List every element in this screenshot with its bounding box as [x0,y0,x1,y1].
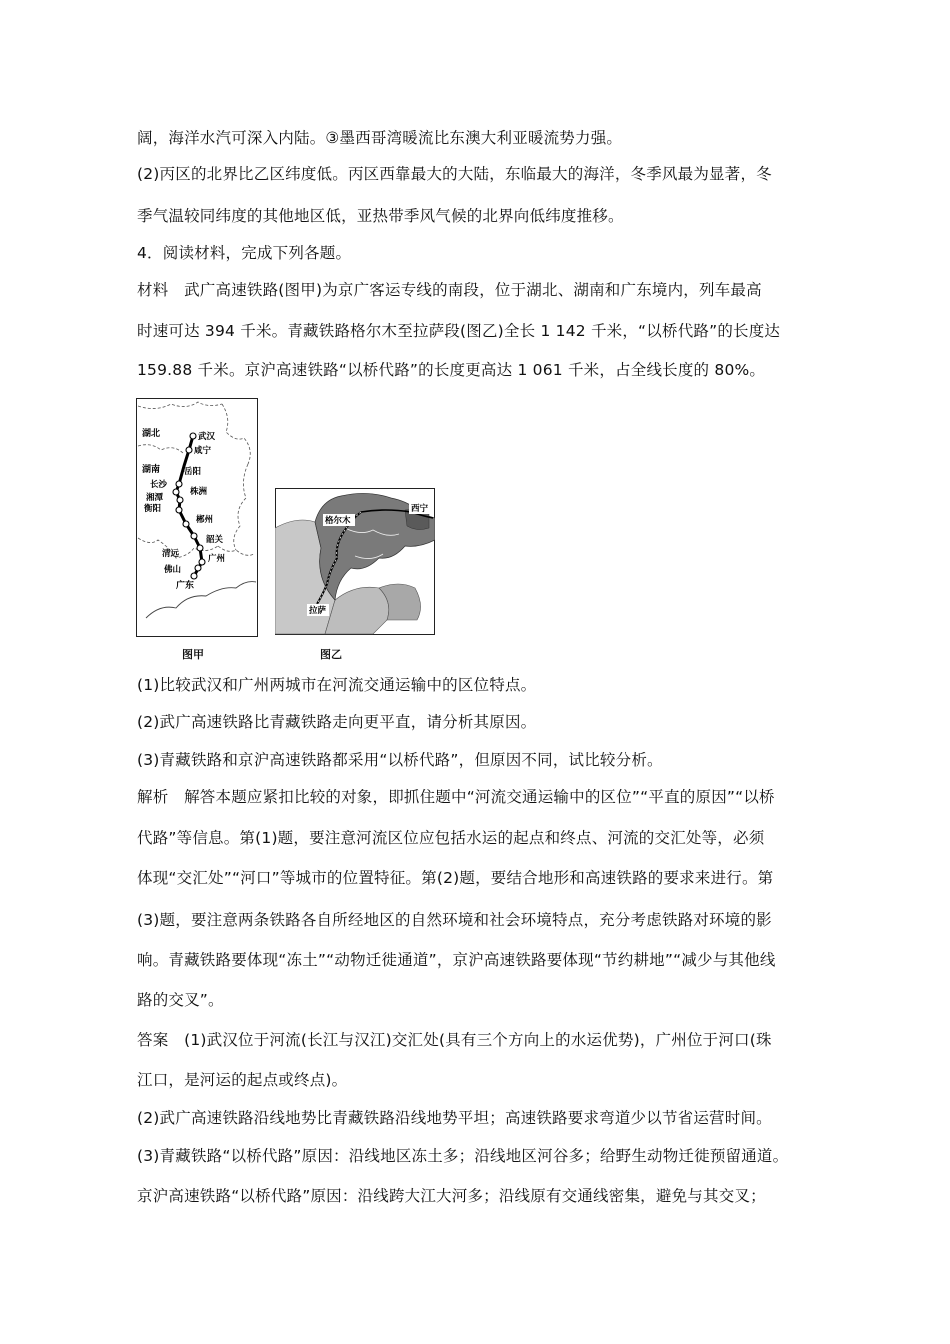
station-label: 湘潭 [146,493,164,503]
text-line: (2)丙区的北界比乙区纬度低。丙区西靠最大的大陆，东临最大的海洋，冬季风最为显著，冬 [137,165,772,183]
figure-b-map [275,488,435,636]
figure-a-caption: 图甲 [182,648,204,661]
figure-a-map [136,398,258,638]
material-line: 时速可达 394 千米。青藏铁路格尔木至拉萨段(图乙)全长 1 142 千米，“以桥代路”的长度达 [137,322,781,340]
station-label: 衡阳 [144,504,162,514]
answer-line: (3)青藏铁路“以桥代路”原因：沿线地区冻土多；沿线地区河谷多；给野生动物迁徙预留通道。 [137,1147,789,1165]
station-label: 清远 [162,549,180,559]
station-label: 广州 [208,554,226,564]
material-line: 材料 武广高速铁路(图甲)为京广客运专线的南段，位于湖北、湖南和广东境内，列车最高 [137,281,762,299]
figure-b-caption: 图乙 [320,648,342,661]
region-label: 广东 [176,581,195,591]
text-line: 阔，海洋水汽可深入内陆。③墨西哥湾暖流比东澳大利亚暖流势力强。 [137,129,623,147]
analysis-line: 路的交叉”。 [137,991,224,1009]
region-label: 湖北 [142,429,161,439]
station-label: 佛山 [164,565,182,575]
material-line: 159.88 千米。京沪高速铁路“以桥代路”的长度更高达 1 061 千米，占全线长度的 80%。 [137,361,766,379]
question-line: (1)比较武汉和广州两城市在河流交通运输中的区位特点。 [137,676,537,694]
station-label: 株洲 [190,487,208,497]
analysis-line: (3)题，要注意两条铁路各自所经地区的自然环境和社会环境特点，充分考虑铁路对环境的影 [137,911,772,929]
answer-line: 江口，是河运的起点或终点)。 [137,1071,348,1089]
answer-line: (2)武广高速铁路沿线地势比青藏铁路沿线地势平坦；高速铁路要求弯道少以节省运营时间。 [137,1109,772,1127]
station-label: 西宁 [411,504,429,514]
question-line: (3)青藏铁路和京沪高速铁路都采用“以桥代路”，但原因不同，试比较分析。 [137,751,663,769]
station-label: 韶关 [206,535,224,545]
region-label: 湖南 [142,465,161,475]
analysis-line: 代路”等信息。第(1)题，要注意河流区位应包括水运的起点和终点、河流的交汇处等，必须 [137,829,765,847]
station-label: 拉萨 [309,606,327,616]
station-label: 长沙 [150,480,168,490]
question-line: (2)武广高速铁路比青藏铁路走向更平直，请分析其原因。 [137,713,537,731]
question-heading: 4．阅读材料，完成下列各题。 [137,244,352,262]
analysis-line: 体现“交汇处”“河口”等城市的位置特征。第(2)题，要结合地形和高速铁路的要求来进行。第 [137,869,774,887]
station-label: 郴州 [196,515,214,525]
station-label: 咸宁 [194,446,212,456]
analysis-line: 解析 解答本题应紧扣比较的对象，即抓住题中“河流交通运输中的区位”“平直的原因”“以桥 [137,788,775,806]
analysis-line: 响。青藏铁路要体现“冻土”“动物迁徙通道”，京沪高速铁路要体现“节约耕地”“减少与其他线 [137,951,776,969]
station-label: 格尔木 [325,516,351,526]
station-label: 武汉 [198,432,216,442]
answer-line: 答案 (1)武汉位于河流(长江与汉江)交汇处(具有三个方向上的水运优势)，广州位于河口(珠 [137,1031,772,1049]
answer-line: 京沪高速铁路“以桥代路”原因：沿线跨大江大河多；沿线原有交通线密集，避免与其交叉； [137,1187,766,1205]
station-label: 岳阳 [184,467,202,477]
text-line: 季气温较同纬度的其他地区低，亚热带季风气候的北界向低纬度推移。 [137,207,624,225]
